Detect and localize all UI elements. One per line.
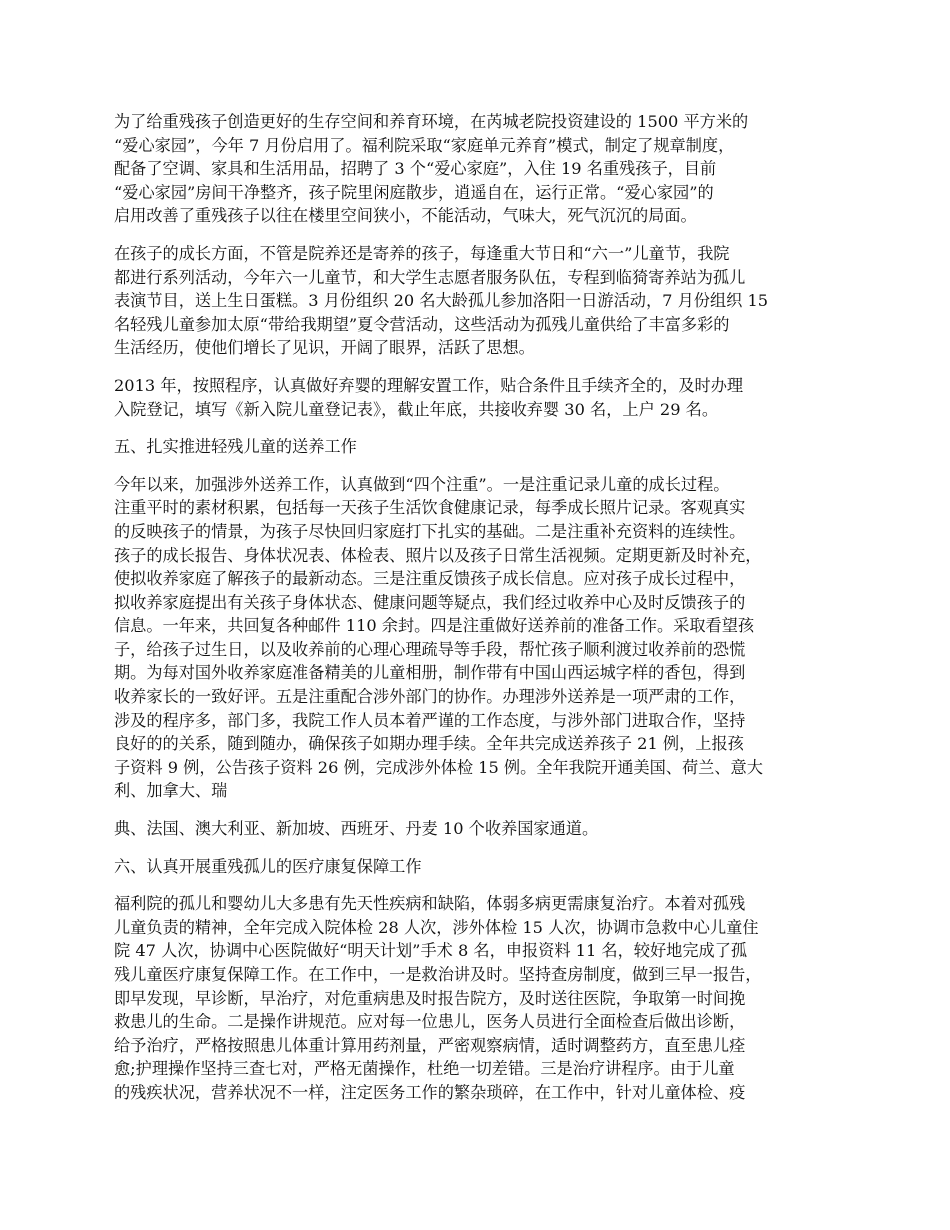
heading-text: 六、认真开展重残孤儿的医疗康复保障工作 xyxy=(114,856,422,876)
text-line: 即早发现，早诊断，早治疗，对危重病患及时报告院方，及时送往医院，争取第一时间挽 xyxy=(114,988,746,1008)
text-line: 期。为每对国外收养家庭准备精美的儿童相册，制作带有中国山西运城字样的香包，得到 xyxy=(114,663,746,683)
text-line: 表演节目，送上生日蛋糕。3 月份组织 20 名大龄孤儿参加洛阳一日游活动，7 月份组织 15 xyxy=(114,291,769,311)
text-line: 收养家长的一致好评。五是注重配合涉外部门的协作。办理涉外送养是一项严肃的工作， xyxy=(114,687,746,707)
text-line: 涉及的程序多，部门多，我院工作人员本着严谨的工作态度，与涉外部门进取合作，坚持 xyxy=(114,710,746,730)
text-line: 子资料 9 例，公告孩子资料 26 例，完成涉外体检 15 例。全年我院开通美国、荷兰、意大 xyxy=(114,757,763,777)
section-heading-5 xyxy=(114,435,844,459)
text-line: 孩子的成长报告、身体状况表、体检表、照片以及孩子日常生活视频。定期更新及时补充， xyxy=(114,545,762,565)
text-line: 今年以来，加强涉外送养工作，认真做到“四个注重”。一是注重记录儿童的成长过程。 xyxy=(114,474,730,494)
text-line: 拟收养家庭提出有关孩子身体状态、健康问题等疑点，我们经过收养中心及时反馈孩子的 xyxy=(114,592,746,612)
text-line: 的残疾状况，营养状况不一样，注定医务工作的繁杂琐碎，在工作中，针对儿童体检、疫 xyxy=(114,1082,746,1102)
text-line: 配备了空调、家具和生活用品，招聘了 3 个“爱心家庭”，入住 19 名重残孩子，目前 xyxy=(114,159,717,179)
text-line: 利、加拿大、瑞 xyxy=(114,781,228,801)
text-line: 儿童负责的精神，全年完成入院体检 28 人次，涉外体检 15 人次，协调市急救中心儿童住 xyxy=(114,917,759,937)
text-line: 在孩子的成长方面，不管是院养还是寄养的孩子，每逢重大节日和“六一”儿童节，我院 xyxy=(114,243,730,263)
text-line: 名轻残儿童参加太原“带给我期望”夏令营活动，这些活动为孤残儿童供给了丰富多彩的 xyxy=(114,314,730,334)
paragraph-adoption-countries xyxy=(114,817,844,841)
text-line: 注重平时的素材积累，包括每一天孩子生活饮食健康记录，每季成长照片记录。客观真实 xyxy=(114,498,746,518)
section-heading-6 xyxy=(114,855,844,879)
text-line: 信息。一年来，共回复各种邮件 110 余封。四是注重做好送养前的准备工作。采取看望孩 xyxy=(114,616,755,636)
text-line: 子，给孩子过生日，以及收养前的心理心理疏导等手段，帮忙孩子顺利渡过收养前的恐慌 xyxy=(114,639,746,659)
text-line: 救患儿的生命。二是操作讲规范。应对每一位患儿，医务人员进行全面检查后做出诊断， xyxy=(114,1012,746,1032)
paragraph-2013-intake xyxy=(114,374,844,421)
text-line: 2013 年，按照程序，认真做好弃婴的理解安置工作，贴合条件且手续齐全的，及时办理 xyxy=(114,375,744,395)
text-line: 为了给重残孩子创造更好的生存空间和养育环境，在芮城老院投资建设的 1500 平方米的 xyxy=(114,112,749,131)
text-line: 福利院的孤儿和婴幼儿大多患有先天性疾病和缺陷，体弱多病更需康复治疗。本着对孤残 xyxy=(114,894,746,914)
paragraph-love-home xyxy=(114,110,844,228)
text-line: 的反映孩子的情景，为孩子尽快回归家庭打下扎实的基础。二是注重补充资料的连续性。 xyxy=(114,521,746,541)
text-line: 残儿童医疗康复保障工作。在工作中，一是救治讲及时。坚持查房制度，做到三早一报告， xyxy=(114,965,762,984)
text-line: 给予治疗，严格按照患儿体重计算用药剂量，严密观察病情，适时调整药方，直至患儿痊 xyxy=(114,1035,746,1055)
text-line: 生活经历，使他们增长了见识，开阔了眼界，活跃了思想。 xyxy=(114,338,535,358)
text-line: 典、法国、澳大利亚、新加坡、西班牙、丹麦 10 个收养国家通道。 xyxy=(114,819,599,839)
text-line: 入院登记，填写《新入院儿童登记表》，截止年底，共接收弃婴 30 名，上户 29 名。 xyxy=(114,399,719,419)
text-line: 都进行系列活动，今年六一儿童节，和大学生志愿者服务队伍，专程到临猗寄养站为孤儿 xyxy=(114,267,746,287)
paragraph-adoption-work xyxy=(114,473,844,803)
text-line: 启用改善了重残孩子以往在楼里空间狭小，不能活动，气味大，死气沉沉的局面。 xyxy=(114,206,697,226)
text-line: 院 47 人次，协调中心医院做好“明天计划”手术 8 名，申报资料 11 名，较好地完成了孤 xyxy=(114,941,748,961)
document-page xyxy=(114,110,844,1119)
text-line: “爱心家园”房间干净整齐，孩子院里闲庭散步，逍遥自在，运行正常。“爱心家园”的 xyxy=(114,182,714,202)
paragraph-medical-rehab xyxy=(114,892,844,1104)
text-line: 愈;护理操作坚持三查七对，严格无菌操作，杜绝一切差错。三是治疗讲程序。由于儿童 xyxy=(114,1059,735,1079)
text-line: 良好的的关系，随到随办，确保孩子如期办理手续。全年共完成送养孩子 21 例，上报孩 xyxy=(114,734,744,754)
heading-text: 五、扎实推进轻残儿童的送养工作 xyxy=(114,437,357,457)
paragraph-growth-activities xyxy=(114,242,844,360)
text-line: 使拟收养家庭了解孩子的最新动态。三是注重反馈孩子成长信息。应对孩子成长过程中， xyxy=(114,569,746,589)
text-line: “爱心家园”，今年 7 月份启用了。福利院采取“家庭单元养育”模式，制定了规章制度， xyxy=(114,135,735,155)
